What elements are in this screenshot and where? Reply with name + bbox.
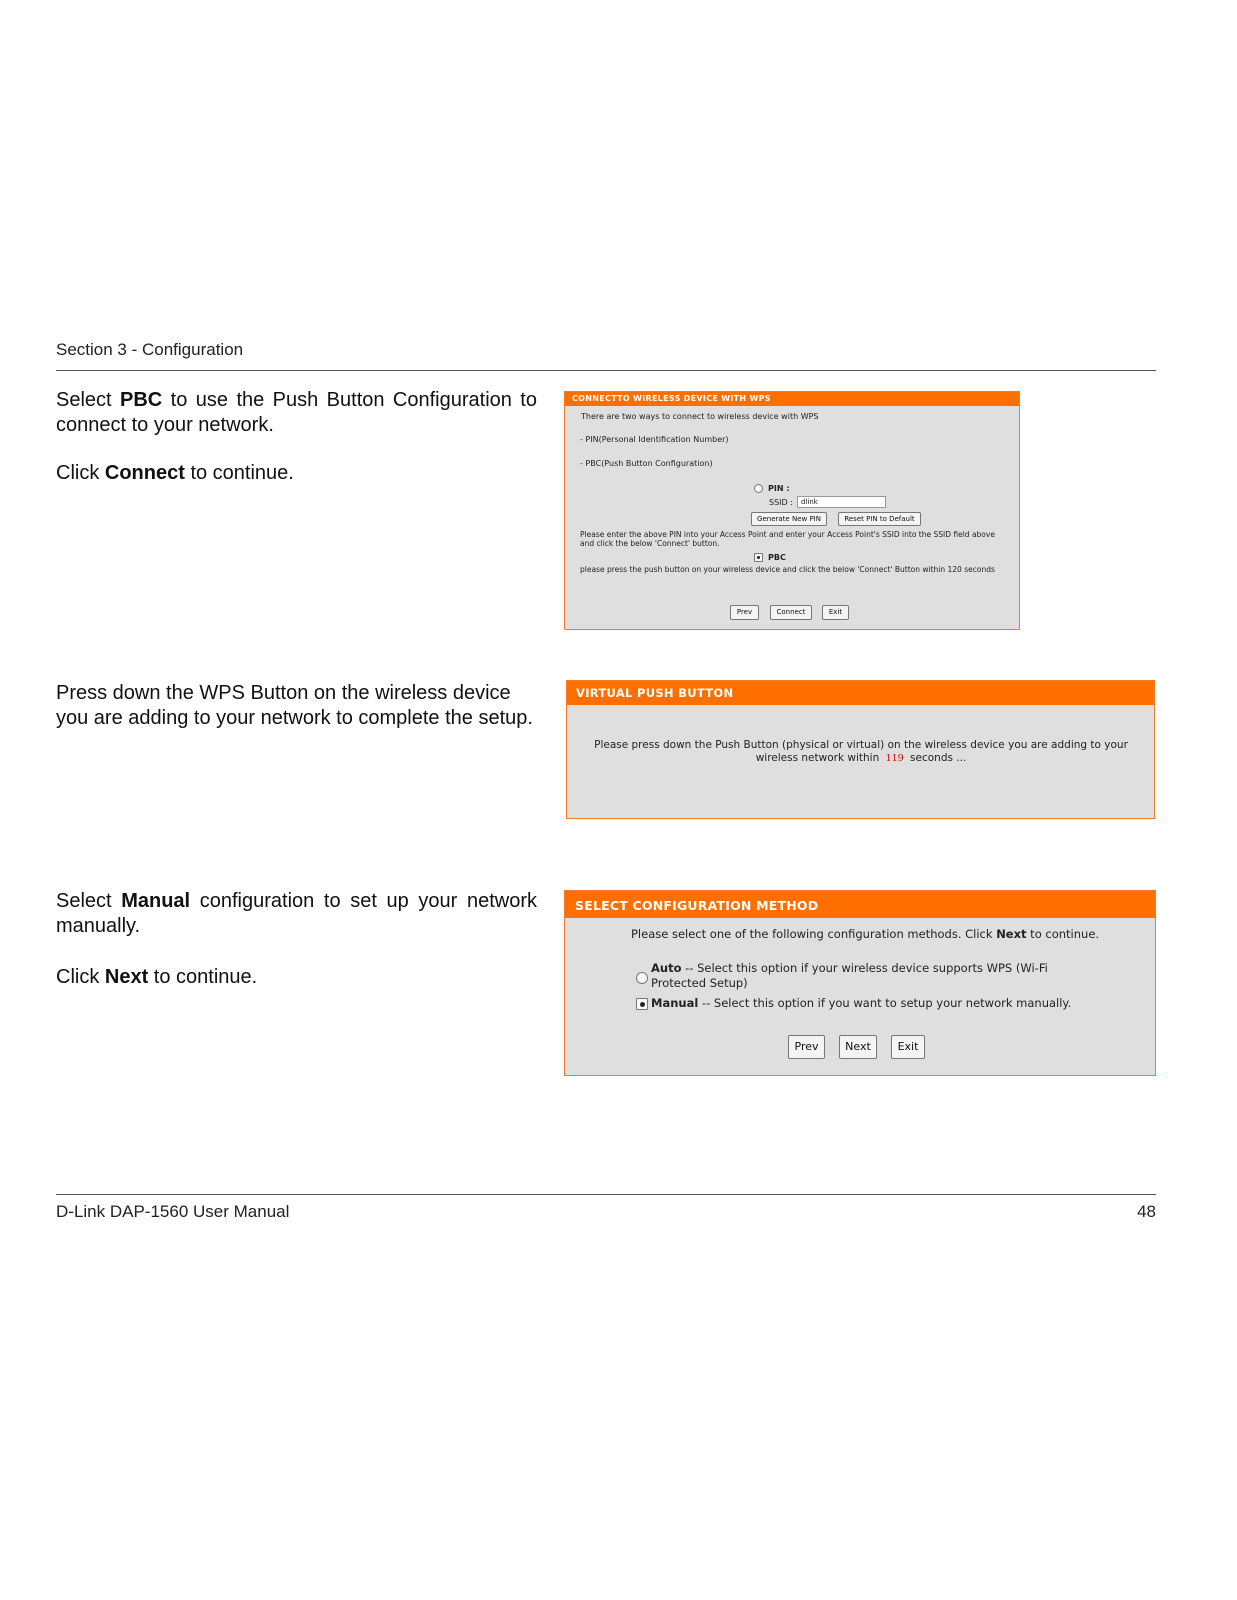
next-button[interactable]: Next [839,1035,877,1059]
footer-rule [56,1194,1156,1195]
exit-button[interactable]: Exit [822,605,849,620]
section-title: Section 3 - Configuration [56,340,244,359]
prev-button[interactable]: Prev [730,605,759,620]
wps-panel-header: CONNECTTO WIRELESS DEVICE WITH WPS [565,392,1019,406]
ssid-label: SSID : [769,498,793,507]
step1-instruction: Select PBC to use the Push Button Configuration to connect to your network. [56,389,537,436]
page-number: 48 [1137,1202,1156,1221]
pin-label: PIN : [768,484,790,493]
exit-button[interactable]: Exit [891,1035,925,1059]
wps-intro-text: There are two ways to connect to wireless device with WPS [581,412,819,421]
manual-radio[interactable] [636,998,648,1010]
select-config-method-panel [564,890,1156,1076]
config-panel-header: SELECT CONFIGURATION METHOD [565,891,1155,918]
footer-manual-title: D-Link DAP-1560 User Manual [56,1202,290,1221]
step3-continue: Click Next to continue. [56,966,258,988]
vpb-countdown: 119 [885,753,904,764]
pbc-instruction-text: please press the push button on your wireless device and click the below 'Connect' Button within 120 seconds [580,565,995,574]
connect-button[interactable]: Connect [770,605,812,620]
virtual-push-button-panel [566,680,1155,819]
pbc-label: PBC [768,553,786,562]
step2-instruction: Press down the WPS Button on the wireless device you are adding to your network to complete the setup. [56,682,533,729]
auto-radio[interactable] [636,972,648,984]
step3-instruction: Select Manual configuration to set up your network manually. [56,890,537,937]
reset-pin-button[interactable]: Reset PIN to Default [838,512,921,526]
prev-button[interactable]: Prev [788,1035,825,1059]
wps-option-pin-text: - PIN(Personal Identification Number) [580,435,729,444]
manual-option-text: Manual -- Select this option if you want to setup your network manually. [651,996,1072,1010]
wps-option-pbc-text: - PBC(Push Button Configuration) [580,459,713,468]
pbc-radio[interactable] [754,553,763,562]
vpb-message: Please press down the Push Button (physical or virtual) on the wireless device you are adding to your wireless network within 119 seconds ... [594,739,1128,764]
config-intro-text: Please select one of the following configuration methods. Click Next to continue. [631,927,1100,941]
ssid-input[interactable]: dlink [797,496,886,508]
vpb-panel-header: VIRTUAL PUSH BUTTON [567,681,1154,705]
step1-continue: Click Connect to continue. [56,462,294,484]
wps-connect-panel [564,391,1020,630]
pin-radio[interactable] [754,484,763,493]
auto-option-text: Auto -- Select this option if your wireless device supports WPS (Wi-Fi Protected Setup) [651,961,1048,990]
pin-instruction-text: Please enter the above PIN into your Access Point and enter your Access Point's SSID into the SSID field above and click the below 'Connect' button. [580,530,995,548]
generate-pin-button[interactable]: Generate New PIN [751,512,827,526]
header-rule [56,370,1156,371]
